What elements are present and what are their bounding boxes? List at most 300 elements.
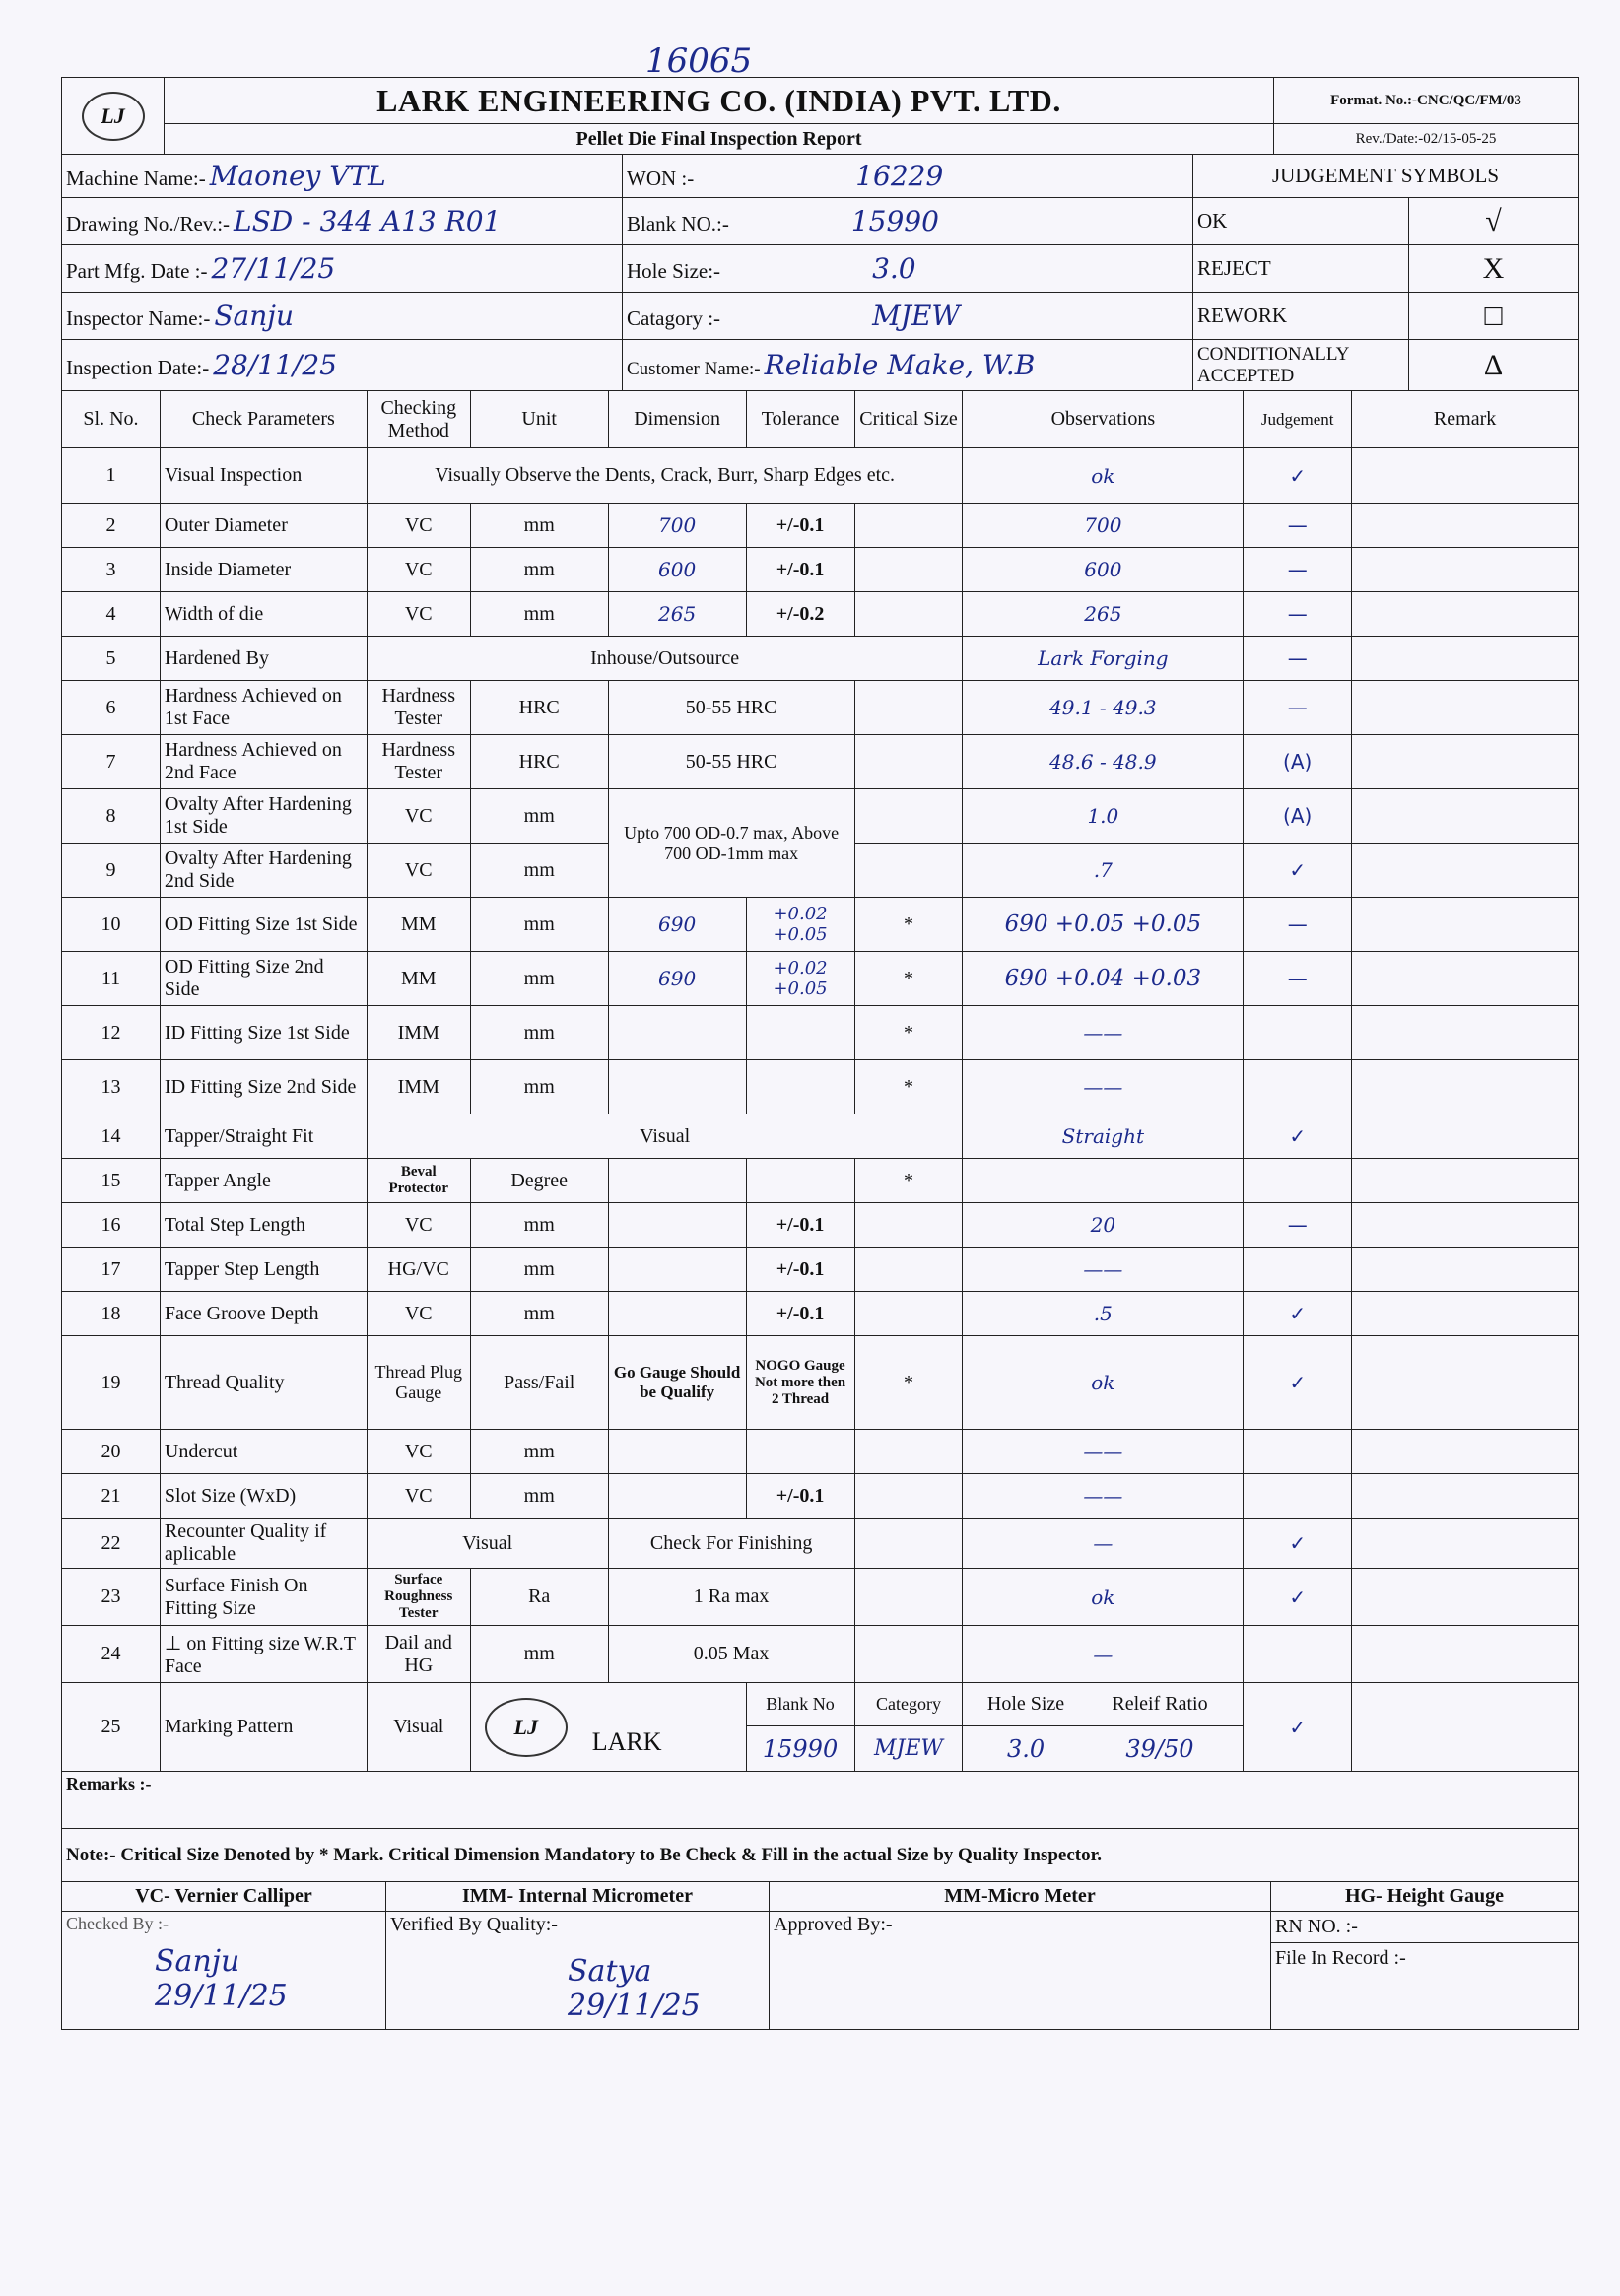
- row-dimtol: Check For Finishing: [608, 1519, 854, 1569]
- table-row: [62, 448, 1579, 504]
- table-row: [62, 1292, 1579, 1336]
- row-critical: *: [854, 1006, 963, 1060]
- row-sl: 6: [62, 681, 161, 735]
- row-observation: [963, 1159, 1244, 1203]
- symbol-ok-label: OK: [1193, 198, 1409, 245]
- row-unit: Pass/Fail: [470, 1336, 608, 1430]
- row-observation: ——: [963, 1006, 1244, 1060]
- row-critical: *: [854, 952, 963, 1006]
- row-sl: 3: [62, 548, 161, 592]
- row-dimension: [608, 1159, 746, 1203]
- row-remark: [1352, 1683, 1579, 1772]
- row-judgement: [1244, 1626, 1352, 1683]
- row-critical: [854, 1569, 963, 1626]
- row-remark: [1352, 898, 1579, 952]
- row-critical: [854, 1519, 963, 1569]
- table-row: [62, 681, 1579, 735]
- won-field: WON :- 16229: [623, 155, 1193, 198]
- row-observation: 690 +0.04 +0.03: [963, 952, 1244, 1006]
- row-tolerance: +/-0.2: [746, 592, 854, 637]
- footer-table: [61, 1771, 1579, 2030]
- row-remark: [1352, 448, 1579, 504]
- row-method: VC: [367, 592, 470, 637]
- row-dimension: Go Gauge Should be Qualify: [608, 1336, 746, 1430]
- row-param: Visual Inspection: [160, 448, 367, 504]
- row-unit: Degree: [470, 1159, 608, 1203]
- row-unit: mm: [470, 789, 608, 844]
- row-unit: mm: [470, 1248, 608, 1292]
- row-observation: ok: [963, 1336, 1244, 1430]
- row-tolerance: [746, 1006, 854, 1060]
- row-dimension: 700: [608, 504, 746, 548]
- row-param: Total Step Length: [160, 1203, 367, 1248]
- row-param: Tapper Step Length: [160, 1248, 367, 1292]
- marking-value-group: [963, 1726, 1244, 1772]
- marking-value-blank: 15990: [746, 1726, 854, 1772]
- col-method: Checking Method: [367, 391, 470, 448]
- row-sl: 25: [62, 1683, 161, 1772]
- row-dimtol: 50-55 HRC: [608, 735, 854, 789]
- marking-head-relief: Releif Ratio: [1112, 1693, 1208, 1715]
- row-unit: mm: [470, 898, 608, 952]
- inspector-field: Inspector Name:- Sanju: [62, 293, 623, 340]
- row-dimtol: 0.05 Max: [608, 1626, 854, 1683]
- row-observation: —: [963, 1519, 1244, 1569]
- row-param: Slot Size (WxD): [160, 1474, 367, 1519]
- marking-lark: LARK: [591, 1726, 662, 1756]
- row-method: Beval Protector: [367, 1159, 470, 1203]
- row-unit: mm: [470, 1203, 608, 1248]
- row-method: VC: [367, 1203, 470, 1248]
- row-param: Undercut: [160, 1430, 367, 1474]
- table-row: [62, 1519, 1579, 1569]
- approved-by-cell: [770, 1912, 1271, 2030]
- row-critical: [854, 735, 963, 789]
- row-tolerance: +/-0.1: [746, 548, 854, 592]
- row-dimension: [608, 1006, 746, 1060]
- table-row: [62, 1336, 1579, 1430]
- row-param: Hardness Achieved on 2nd Face: [160, 735, 367, 789]
- marking-row: [62, 1683, 1579, 1726]
- row-observation: 265: [963, 592, 1244, 637]
- table-row: [62, 1114, 1579, 1159]
- info-table: [61, 154, 1579, 391]
- table-row: [62, 1248, 1579, 1292]
- row-observation: Straight: [963, 1114, 1244, 1159]
- row-unit: mm: [470, 952, 608, 1006]
- row-dimtol: Upto 700 OD-0.7 max, Above 700 OD-1mm max: [608, 789, 854, 898]
- row-judgement: ✓: [1244, 1519, 1352, 1569]
- row-dimension: 690: [608, 952, 746, 1006]
- rev-date: Rev./Date:-02/15-05-25: [1274, 124, 1579, 155]
- row-method: IMM: [367, 1006, 470, 1060]
- row-critical: [854, 789, 963, 844]
- row-sl: 22: [62, 1519, 161, 1569]
- marking-head-category: Category: [854, 1683, 963, 1726]
- row-judgement: [1244, 1430, 1352, 1474]
- row-param: ID Fitting Size 2nd Side: [160, 1060, 367, 1114]
- row-method: VC: [367, 844, 470, 898]
- table-row: [62, 504, 1579, 548]
- row-observation: 48.6 - 48.9: [963, 735, 1244, 789]
- row-observation: .5: [963, 1292, 1244, 1336]
- row-dimension: [608, 1203, 746, 1248]
- row-remark: [1352, 1203, 1579, 1248]
- machine-name-field: Machine Name:- Maoney VTL: [62, 155, 623, 198]
- row-remark: [1352, 1060, 1579, 1114]
- logo-mark: LJ: [82, 92, 145, 141]
- row-critical: [854, 548, 963, 592]
- checked-by-label: Checked By :-: [66, 1914, 169, 1933]
- table-header-row: [62, 391, 1579, 448]
- row-param: OD Fitting Size 1st Side: [160, 898, 367, 952]
- row-observation: 1.0: [963, 789, 1244, 844]
- marking-head-group: [963, 1683, 1244, 1726]
- row-remark: [1352, 735, 1579, 789]
- row-judgement: ✓: [1244, 1336, 1352, 1430]
- row-method: VC: [367, 548, 470, 592]
- row-method-merged: Visual: [367, 1519, 608, 1569]
- col-unit: Unit: [470, 391, 608, 448]
- row-sl: 19: [62, 1336, 161, 1430]
- row-remark: [1352, 1626, 1579, 1683]
- row-judgement: —: [1244, 637, 1352, 681]
- row-unit: mm: [470, 592, 608, 637]
- row-judgement: ✓: [1244, 1114, 1352, 1159]
- col-judgement: Judgement: [1244, 391, 1352, 448]
- judgement-symbols-title: JUDGEMENT SYMBOLS: [1193, 155, 1579, 198]
- row-param: Tapper/Straight Fit: [160, 1114, 367, 1159]
- row-sl: 5: [62, 637, 161, 681]
- row-method: Hardness Tester: [367, 681, 470, 735]
- row-critical: *: [854, 1159, 963, 1203]
- row-sl: 18: [62, 1292, 161, 1336]
- row-method: Thread Plug Gauge: [367, 1336, 470, 1430]
- row-tolerance: [746, 1060, 854, 1114]
- row-param: Surface Finish On Fitting Size: [160, 1569, 367, 1626]
- row-dimension: [608, 1292, 746, 1336]
- row-observation: 600: [963, 548, 1244, 592]
- row-method: VC: [367, 1292, 470, 1336]
- row-method: MM: [367, 898, 470, 952]
- row-critical: [854, 504, 963, 548]
- file-record-label: File In Record :-: [1275, 1947, 1406, 1969]
- row-tolerance: +/-0.1: [746, 1292, 854, 1336]
- row-remark: [1352, 1569, 1579, 1626]
- row-dimension: [608, 1430, 746, 1474]
- remarks-label: Remarks :-: [62, 1772, 1579, 1829]
- table-row: [62, 1569, 1579, 1626]
- row-critical: [854, 681, 963, 735]
- part-mfg-field: Part Mfg. Date :- 27/11/25: [62, 245, 623, 293]
- row-sl: 9: [62, 844, 161, 898]
- row-method: VC: [367, 1430, 470, 1474]
- format-number: Format. No.:-CNC/QC/FM/03: [1274, 78, 1579, 124]
- col-tolerance: Tolerance: [746, 391, 854, 448]
- row-dimension: 690: [608, 898, 746, 952]
- row-tolerance: [746, 1159, 854, 1203]
- row-dimension: [608, 1248, 746, 1292]
- table-row: [62, 1203, 1579, 1248]
- company-logo: [62, 78, 165, 155]
- row-critical: [854, 592, 963, 637]
- row-dimension: 600: [608, 548, 746, 592]
- row-unit: mm: [470, 1292, 608, 1336]
- row-unit: mm: [470, 1430, 608, 1474]
- category-field: Catagory :- MJEW: [623, 293, 1193, 340]
- col-observations: Observations: [963, 391, 1244, 448]
- row-dimtol: 50-55 HRC: [608, 681, 854, 735]
- approved-by-label: Approved By:-: [774, 1914, 893, 1935]
- row-param: Width of die: [160, 592, 367, 637]
- row-observation: ok: [963, 1569, 1244, 1626]
- row-method: Hardness Tester: [367, 735, 470, 789]
- row-param: Recounter Quality if aplicable: [160, 1519, 367, 1569]
- row-param: Thread Quality: [160, 1336, 367, 1430]
- row-method: VC: [367, 1474, 470, 1519]
- row-remark: [1352, 1519, 1579, 1569]
- drawing-field: Drawing No./Rev.:- LSD - 344 A13 R01: [62, 198, 623, 245]
- table-row: [62, 1006, 1579, 1060]
- row-sl: 24: [62, 1626, 161, 1683]
- table-row: [62, 1626, 1579, 1683]
- row-critical: [854, 844, 963, 898]
- row-judgement: —: [1244, 548, 1352, 592]
- row-unit: mm: [470, 1626, 608, 1683]
- row-dimension: 265: [608, 592, 746, 637]
- row-sl: 23: [62, 1569, 161, 1626]
- legend-vc: VC- Vernier Calliper: [62, 1882, 386, 1912]
- row-param: Tapper Angle: [160, 1159, 367, 1203]
- row-remark: [1352, 681, 1579, 735]
- checked-by-cell: [62, 1912, 386, 2030]
- row-judgement: [1244, 1248, 1352, 1292]
- row-critical: [854, 1248, 963, 1292]
- row-sl: 15: [62, 1159, 161, 1203]
- marking-head-blank: Blank No: [746, 1683, 854, 1726]
- symbol-conditional-icon: Δ: [1409, 340, 1579, 391]
- row-sl: 7: [62, 735, 161, 789]
- legend-hg: HG- Height Gauge: [1271, 1882, 1579, 1912]
- row-remark: [1352, 952, 1579, 1006]
- col-param: Check Parameters: [160, 391, 367, 448]
- marking-logo-cell: [470, 1683, 746, 1772]
- col-sl: Sl. No.: [62, 391, 161, 448]
- row-judgement: —: [1244, 592, 1352, 637]
- row-param: OD Fitting Size 2nd Side: [160, 952, 367, 1006]
- rn-no-label: RN NO. :-: [1271, 1912, 1578, 1943]
- hole-size-field: Hole Size:- 3.0: [623, 245, 1193, 293]
- row-sl: 20: [62, 1430, 161, 1474]
- row-sl: 13: [62, 1060, 161, 1114]
- symbol-reject-label: REJECT: [1193, 245, 1409, 293]
- row-unit: mm: [470, 1060, 608, 1114]
- row-observation: ——: [963, 1248, 1244, 1292]
- row-observation: ——: [963, 1060, 1244, 1114]
- blank-field: Blank NO.:- 15990: [623, 198, 1193, 245]
- row-dimtol: 1 Ra max: [608, 1569, 854, 1626]
- row-param: Ovalty After Hardening 2nd Side: [160, 844, 367, 898]
- row-method: VC: [367, 789, 470, 844]
- legend-row: [62, 1882, 1579, 1912]
- row-tolerance: +/-0.1: [746, 504, 854, 548]
- marking-value-hole: 3.0: [1006, 1734, 1046, 1763]
- row-sl: 2: [62, 504, 161, 548]
- row-remark: [1352, 637, 1579, 681]
- symbol-rework-label: REWORK: [1193, 293, 1409, 340]
- row-unit: HRC: [470, 735, 608, 789]
- symbol-ok-icon: √: [1409, 198, 1579, 245]
- row-param: Hardened By: [160, 637, 367, 681]
- verified-by-signature: Satya 29/11/25: [568, 1954, 701, 2023]
- table-row: [62, 789, 1579, 844]
- row-judgement: —: [1244, 1203, 1352, 1248]
- row-tolerance: [746, 1430, 854, 1474]
- row-unit: mm: [470, 1474, 608, 1519]
- row-judgement: [1244, 1060, 1352, 1114]
- row-judgement: [1244, 1474, 1352, 1519]
- company-name: LARK ENGINEERING CO. (INDIA) PVT. LTD.: [165, 78, 1274, 124]
- row-remark: [1352, 1248, 1579, 1292]
- row-observation: 700: [963, 504, 1244, 548]
- row-critical: [854, 1203, 963, 1248]
- row-remark: [1352, 1114, 1579, 1159]
- marking-head-hole: Hole Size: [986, 1693, 1065, 1715]
- header-table: [61, 77, 1579, 155]
- table-row: [62, 1060, 1579, 1114]
- row-remark: [1352, 1292, 1579, 1336]
- col-critical: Critical Size: [854, 391, 963, 448]
- customer-field: Customer Name:- Reliable Make, W.B: [623, 340, 1193, 391]
- legend-mm: MM-Micro Meter: [770, 1882, 1271, 1912]
- row-unit: mm: [470, 1006, 608, 1060]
- row-observation: ——: [963, 1430, 1244, 1474]
- row-method: Dail and HG: [367, 1626, 470, 1683]
- row-remark: [1352, 1474, 1579, 1519]
- row-param: Hardness Achieved on 1st Face: [160, 681, 367, 735]
- verified-by-label: Verified By Quality:-: [390, 1914, 558, 1935]
- row-judgement: —: [1244, 504, 1352, 548]
- critical-note: Note:- Critical Size Denoted by * Mark. Critical Dimension Mandatory to Be Check & Fill in the actual Size by Quality Inspector.: [62, 1829, 1579, 1882]
- inspection-date-field: Inspection Date:- 28/11/25: [62, 340, 623, 391]
- row-tolerance: +/-0.1: [746, 1248, 854, 1292]
- row-method: Visual: [367, 1683, 470, 1772]
- row-observation: 49.1 - 49.3: [963, 681, 1244, 735]
- row-judgement: [1244, 1006, 1352, 1060]
- row-remark: [1352, 1430, 1579, 1474]
- row-tolerance: NOGO Gauge Not more then 2 Thread: [746, 1336, 854, 1430]
- row-param: Inside Diameter: [160, 548, 367, 592]
- row-remark: [1352, 1336, 1579, 1430]
- inspection-table: [61, 390, 1579, 1772]
- row-param: ⊥ on Fitting size W.R.T Face: [160, 1626, 367, 1683]
- row-remark: [1352, 844, 1579, 898]
- table-row: [62, 1474, 1579, 1519]
- row-sl: 4: [62, 592, 161, 637]
- inspection-report: [61, 77, 1579, 2030]
- row-critical: *: [854, 898, 963, 952]
- row-judgement: (A): [1244, 789, 1352, 844]
- legend-imm: IMM- Internal Micrometer: [386, 1882, 770, 1912]
- row-judgement: ✓: [1244, 844, 1352, 898]
- row-unit: mm: [470, 504, 608, 548]
- row-method: Surface Roughness Tester: [367, 1569, 470, 1626]
- row-tolerance: +0.02 +0.05: [746, 952, 854, 1006]
- table-row: [62, 548, 1579, 592]
- table-row: [62, 735, 1579, 789]
- row-tolerance: +/-0.1: [746, 1474, 854, 1519]
- row-sl: 8: [62, 789, 161, 844]
- row-method-merged: Visual: [367, 1114, 963, 1159]
- handwritten-top-number: 16065: [645, 41, 753, 81]
- row-param: ID Fitting Size 1st Side: [160, 1006, 367, 1060]
- row-critical: [854, 1626, 963, 1683]
- row-method: HG/VC: [367, 1248, 470, 1292]
- row-sl: 14: [62, 1114, 161, 1159]
- row-sl: 17: [62, 1248, 161, 1292]
- row-judgement: ✓: [1244, 448, 1352, 504]
- row-sl: 1: [62, 448, 161, 504]
- row-judgement: (A): [1244, 735, 1352, 789]
- row-method: IMM: [367, 1060, 470, 1114]
- row-judgement: ✓: [1244, 1569, 1352, 1626]
- row-unit: Ra: [470, 1569, 608, 1626]
- row-judgement: —: [1244, 898, 1352, 952]
- row-method: VC: [367, 504, 470, 548]
- row-remark: [1352, 548, 1579, 592]
- row-unit: HRC: [470, 681, 608, 735]
- row-sl: 21: [62, 1474, 161, 1519]
- row-dimension: [608, 1474, 746, 1519]
- symbol-reject-icon: X: [1409, 245, 1579, 293]
- row-sl: 11: [62, 952, 161, 1006]
- table-row: [62, 1430, 1579, 1474]
- row-tolerance: +0.02 +0.05: [746, 898, 854, 952]
- table-row: [62, 592, 1579, 637]
- row-sl: 12: [62, 1006, 161, 1060]
- row-judgement: ✓: [1244, 1292, 1352, 1336]
- row-judgement: [1244, 1159, 1352, 1203]
- row-param: Ovalty After Hardening 1st Side: [160, 789, 367, 844]
- row-unit: mm: [470, 844, 608, 898]
- row-remark: [1352, 1159, 1579, 1203]
- row-method-merged: Visually Observe the Dents, Crack, Burr, Sharp Edges etc.: [367, 448, 963, 504]
- row-observation: ——: [963, 1474, 1244, 1519]
- col-dimension: Dimension: [608, 391, 746, 448]
- row-remark: [1352, 789, 1579, 844]
- row-remark: [1352, 1006, 1579, 1060]
- row-method: MM: [367, 952, 470, 1006]
- row-critical: *: [854, 1060, 963, 1114]
- row-sl: 10: [62, 898, 161, 952]
- row-observation: 690 +0.05 +0.05: [963, 898, 1244, 952]
- table-row: [62, 637, 1579, 681]
- marking-value-relief: 39/50: [1125, 1734, 1194, 1763]
- row-critical: [854, 1292, 963, 1336]
- row-observation: —: [963, 1626, 1244, 1683]
- row-dimension: [608, 1060, 746, 1114]
- symbol-rework-icon: □: [1409, 293, 1579, 340]
- row-remark: [1352, 504, 1579, 548]
- row-remark: [1352, 592, 1579, 637]
- logo-mark: LJ: [485, 1698, 568, 1757]
- verified-by-cell: [386, 1912, 770, 2030]
- checked-by-signature: Sanju 29/11/25: [155, 1944, 288, 2013]
- row-param: Marking Pattern: [160, 1683, 367, 1772]
- table-row: [62, 952, 1579, 1006]
- marking-value-category: MJEW: [854, 1726, 963, 1772]
- row-unit: mm: [470, 548, 608, 592]
